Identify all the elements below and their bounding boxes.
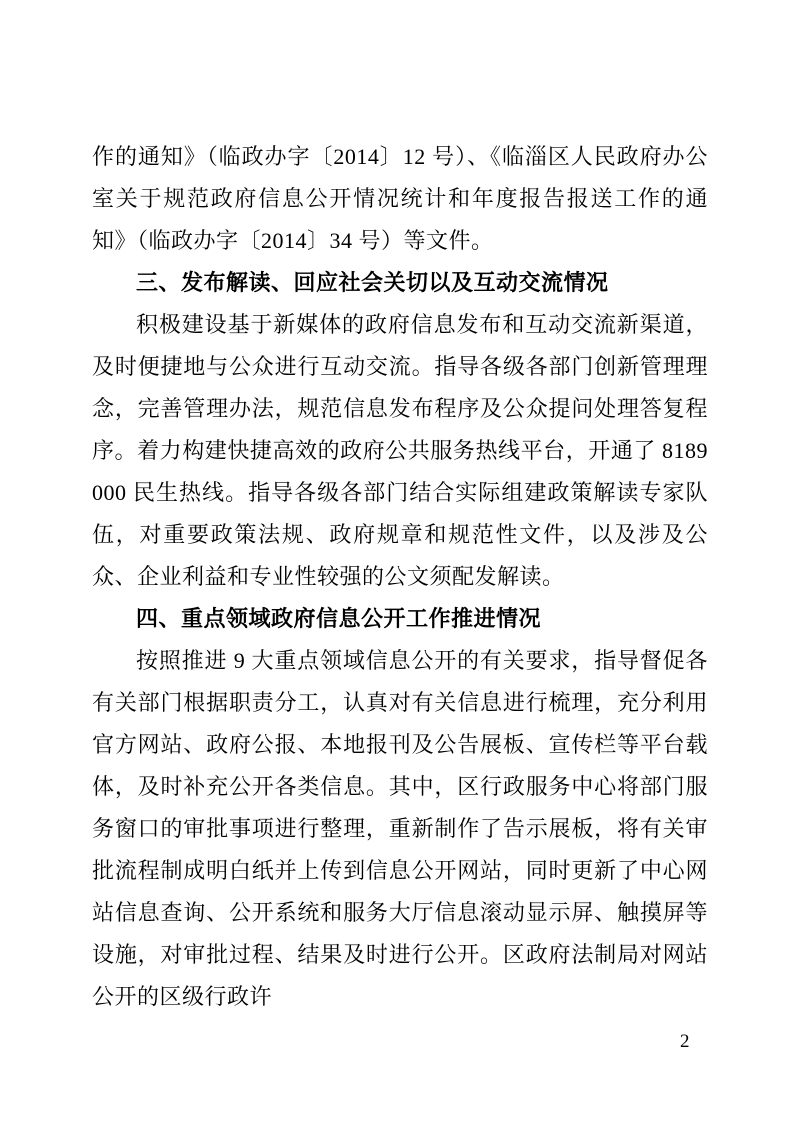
paragraph-continuation: 作的通知》（临政办字〔2014〕12 号）、《临淄区人民政府办公室关于规范政府信息公开情况统计和年度报告报送工作的通知》（临政办字〔2014〕34 号）等文件。 xyxy=(92,144,708,253)
document-content xyxy=(92,136,708,1018)
page-number: 2 xyxy=(680,1031,690,1052)
section-3-paragraph: 积极建设基于新媒体的政府信息发布和互动交流新渠道，及时便捷地与公众进行互动交流。指导各级各部门创新管理理念，完善管理办法，规范信息发布程序及公众提问处理答复程序。着力构建快捷高效的政府公共服务热线平台，开通了 8189000 民生热线。指导各级各部门结合实际组建政策解读专家队伍，对重要政策法规、政府规章和规范性文件，以及涉及公众、企业利益和专业性较强的公文须配发解读。 xyxy=(92,312,708,589)
section-heading-4: 四、重点领域政府信息公开工作推进情况 xyxy=(136,606,542,631)
section-4-paragraph: 按照推进 9 大重点领域信息公开的有关要求，指导督促各有关部门根据职责分工，认真对有关信息进行梳理，充分利用官方网站、政府公报、本地报刊及公告展板、宣传栏等平台载体，及时补充公开各类信息。其中，区行政服务中心将部门服务窗口的审批事项进行整理，重新制作了告示展板，将有关审批流程制成明白纸并上传到信息公开网站，同时更新了中心网站信息查询、公开系统和服务大厅信息滚动显示屏、触摸屏等设施，对审批过程、结果及时进行公开。区政府法制局对网站公开的区级行政许 xyxy=(92,648,708,1009)
section-heading-3: 三、发布解读、回应社会关切以及互动交流情况 xyxy=(136,270,609,295)
